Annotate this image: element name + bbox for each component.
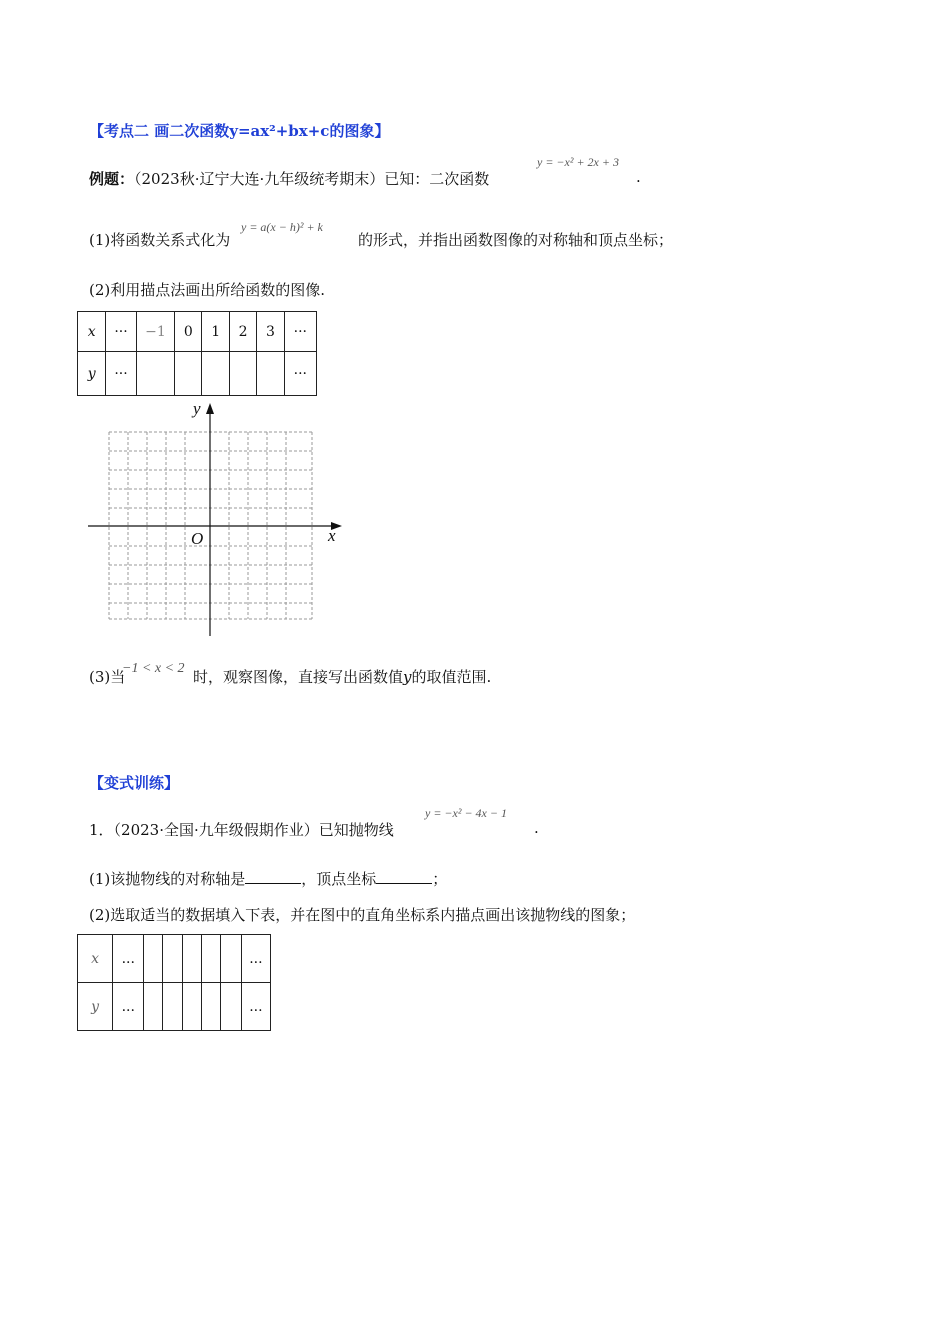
question-1-prefix: (1)将函数关系式化为	[89, 231, 231, 249]
table-cell	[202, 352, 229, 396]
table-cell[interactable]	[144, 983, 163, 1031]
table-row-y	[78, 352, 317, 396]
table-cell: 1	[202, 312, 229, 352]
table-cell: ···	[284, 352, 316, 396]
coordinate-grid	[80, 396, 360, 641]
example-equation: y = −x² + 2x + 3	[537, 155, 619, 169]
table-cell: ···	[284, 312, 316, 352]
practice-1-q1-a: (1)该抛物线的对称轴是	[89, 870, 246, 888]
practice-1-q1	[89, 868, 447, 889]
table-cell: ···	[106, 352, 136, 396]
answer-blank-vertex[interactable]	[376, 869, 432, 884]
question-3-equation: −1 < x < 2	[122, 661, 185, 676]
question-3-end: 的取值范围.	[411, 668, 492, 686]
table-cell: ...	[113, 983, 144, 1031]
table-cell: ···	[106, 312, 136, 352]
answer-blank-axis[interactable]	[245, 869, 301, 884]
table-cell-label-x: x	[78, 312, 106, 352]
question-1-equation: y = a(x − h)² + k	[241, 220, 323, 234]
practice-1-q2: (2)选取适当的数据填入下表，并在图中的直角坐标系内描点画出该抛物线的图象；	[89, 906, 636, 924]
table-cell	[257, 352, 284, 396]
table-cell	[136, 352, 174, 396]
value-table-2	[77, 934, 271, 1031]
practice-1-source: （2023·全国·九年级假期作业）已知抛物线	[113, 821, 394, 839]
table-cell: 0	[175, 312, 202, 352]
question-3-variable: y	[403, 668, 412, 686]
question-1-suffix: 的形式，并指出函数图像的对称轴和顶点坐标；	[358, 231, 674, 249]
example-label: 例题：	[89, 170, 135, 188]
practice-1-q1-c: ；	[432, 870, 448, 888]
table-cell-label-y: y	[78, 352, 106, 396]
table-cell[interactable]	[182, 983, 201, 1031]
table-cell: ...	[241, 935, 270, 983]
y-axis-label: y	[193, 399, 201, 418]
table-cell-label-y: y	[78, 983, 113, 1031]
table-row-y	[78, 983, 271, 1031]
table-cell: 3	[257, 312, 284, 352]
question-3-suffix	[193, 666, 491, 687]
practice-1-q1-b: ，顶点坐标	[301, 870, 377, 888]
practice-1-line	[89, 819, 394, 840]
table-row-x	[78, 312, 317, 352]
table-cell[interactable]	[163, 983, 182, 1031]
table-cell[interactable]	[220, 935, 241, 983]
table-cell[interactable]	[144, 935, 163, 983]
table-cell[interactable]	[201, 935, 220, 983]
table-cell[interactable]	[163, 935, 182, 983]
practice-title: 【变式训练】	[89, 774, 180, 792]
table-row-x	[78, 935, 271, 983]
value-table-1	[77, 311, 317, 396]
table-cell[interactable]	[201, 983, 220, 1031]
example-source: （2023秋·辽宁大连·九年级统考期末）已知：二次函数	[134, 170, 490, 188]
practice-1-number: 1．	[89, 821, 114, 839]
example-period: .	[636, 168, 641, 186]
table-cell[interactable]	[220, 983, 241, 1031]
example-line	[89, 168, 489, 189]
origin-label: O	[191, 529, 204, 548]
question-3-prefix: (3)当	[89, 668, 126, 686]
table-cell[interactable]	[182, 935, 201, 983]
practice-1-period: .	[534, 819, 539, 837]
x-axis-label: x	[328, 526, 336, 545]
table-cell: −1	[136, 312, 174, 352]
section-title: 【考点二 画二次函数y=ax²+bx+c的图象】	[89, 122, 390, 140]
question-3-text: 时，观察图像，直接写出函数值	[193, 668, 404, 686]
table-cell: 2	[229, 312, 256, 352]
table-cell	[229, 352, 256, 396]
question-2: (2)利用描点法画出所给函数的图像.	[89, 281, 326, 299]
table-cell-label-x: x	[78, 935, 113, 983]
practice-1-equation: y = −x² − 4x − 1	[425, 806, 507, 820]
table-cell	[175, 352, 202, 396]
y-axis-arrow-icon	[206, 403, 214, 414]
table-cell: ...	[241, 983, 270, 1031]
table-cell: ...	[113, 935, 144, 983]
